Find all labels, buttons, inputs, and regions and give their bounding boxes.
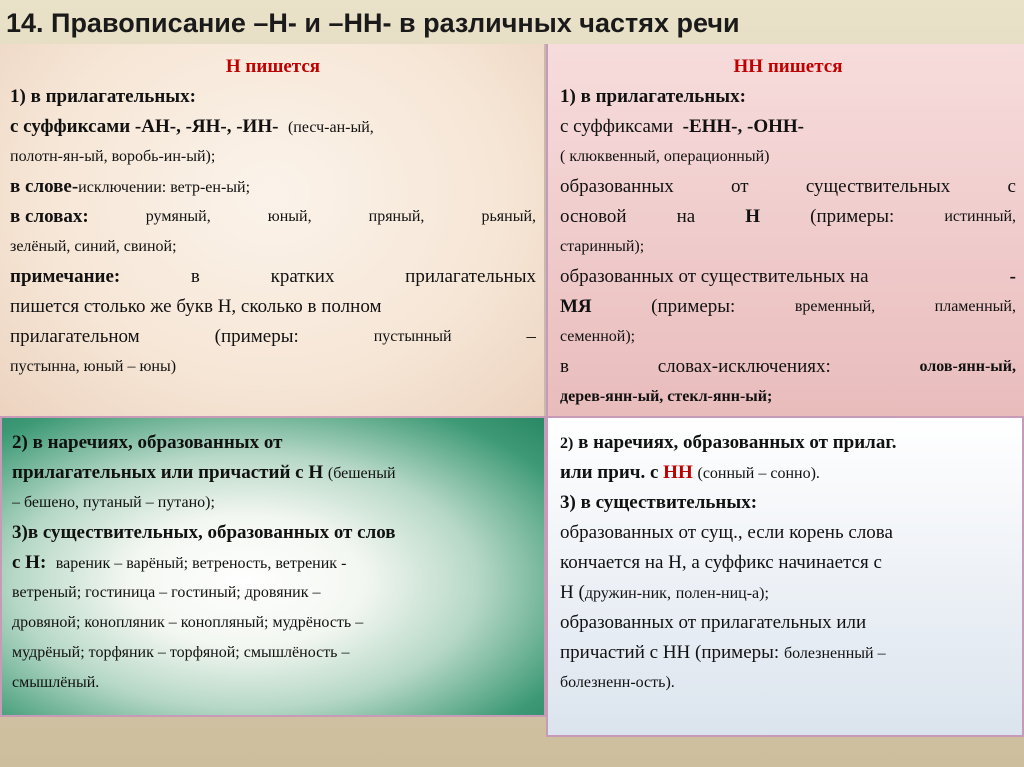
rule-2-text: прилагательных или причастий с Н (12, 462, 324, 483)
word: в (560, 356, 569, 377)
suffix-label: с суффиксами (560, 116, 674, 137)
word: с (1007, 176, 1016, 197)
word: существительных (805, 176, 951, 197)
note-line-3 (10, 322, 536, 352)
word: (примеры: (810, 206, 895, 227)
rule-3-text: причастий с НН (примеры: (560, 642, 780, 663)
stem-example: старинный); (560, 238, 645, 255)
rule-3-examples: ветреный; гостиница – гостиный; дровяник – (12, 584, 321, 601)
note-word: (примеры: (214, 326, 299, 347)
rule-3-text: Н ( (560, 582, 585, 603)
exceptions-line (560, 352, 1016, 382)
mya-examples (560, 292, 1016, 322)
suffix-list: -ЕНН-, -ОНН- (682, 116, 805, 137)
header-nn: НН пишется (733, 56, 843, 77)
rule-3-examples: мудрёный; торфяник – торфяной; смышлёность – (12, 644, 350, 661)
words-line (10, 202, 536, 232)
word: основой (560, 206, 627, 227)
suffix-examples-cont: полотн-ян-ый, воробь-ин-ый); (10, 148, 216, 165)
rule-2-example: (бешеный (327, 465, 396, 482)
rule-3-text: образованных от сущ., если корень слова (560, 522, 893, 543)
note-line (10, 262, 536, 292)
words-line-cont: зелёный, синий, свиной; (10, 238, 177, 255)
panel-n-adverbs-nouns (0, 416, 546, 717)
rule-3-examples: дровяной; конопляник – конопляный; мудрёность – (12, 614, 364, 631)
page-title: 14. Правописание –Н- и –НН- в различных частях речи (6, 8, 740, 38)
note-line-4: пустынна, юный – юны) (10, 358, 177, 375)
exception-label: в слове- (10, 176, 79, 197)
rule-2-line (12, 458, 536, 488)
note-word: – (526, 326, 536, 347)
example-word: дружин-ник, (584, 585, 671, 602)
rule-number: 2) (560, 435, 574, 452)
word: на (676, 206, 696, 227)
rule-1-heading: 1) в прилагательных: (560, 86, 746, 107)
note-word: в (190, 266, 200, 287)
nn-marker: НН (663, 462, 693, 483)
panel-nn-adjectives (546, 44, 1024, 416)
rule-2-line (560, 458, 1014, 488)
words-label: в словах: (10, 206, 89, 227)
exception-line (10, 172, 536, 202)
word-item: румяный, (145, 208, 211, 225)
word: временный, (794, 298, 876, 315)
stem-line (560, 202, 1016, 232)
rule-3-heading: 3) в существительных: (560, 492, 758, 513)
note-word: прилагательных (405, 266, 536, 287)
note-label: примечание: (10, 266, 121, 287)
rule-3-examples: смышлёный. (12, 674, 100, 691)
note-word: прилагательном (10, 326, 140, 347)
example-word: болезненный – (783, 645, 886, 662)
suffix-line (10, 112, 536, 142)
panel-nn-adverbs-nouns (546, 416, 1024, 737)
word: (примеры: (651, 296, 736, 317)
rule-2-heading (560, 428, 1014, 458)
panel-n-adjectives (0, 44, 546, 416)
suffix-mya: МЯ (560, 296, 592, 317)
rule-2-example-cont: – бешено, путаный – путано); (12, 494, 215, 511)
suffix-line (560, 112, 1016, 142)
exception-word: олов-янн-ый, (919, 358, 1016, 375)
rule-3-text: кончается на Н, а суффикс начинается с (560, 552, 882, 573)
rule-3-examples: вареник – варёный; ветреность, ветреник - (55, 555, 347, 572)
rule-3-example-cont: болезненн-ость). (560, 674, 675, 691)
mya-example-cont: семенной); (560, 328, 636, 345)
rule-3-heading: 3)в существительных, образованных от слов (12, 522, 396, 543)
suffix-list: с суффиксами -АН-, -ЯН-, -ИН- (10, 116, 279, 137)
mya-line (560, 262, 1016, 292)
rule-3-example-line (560, 578, 1014, 608)
word-item: рьяный, (481, 208, 536, 225)
rule-3-text: образованных от прилагательных или (560, 612, 867, 633)
exception-text: исключении: ветр-ен-ый; (78, 179, 251, 196)
dash: - (1009, 266, 1016, 287)
rule-3-label: с Н: (12, 552, 47, 573)
header-n: Н пишется (225, 56, 321, 77)
note-line-2: пишется столько же букв Н, сколько в полном (10, 296, 382, 317)
rule-3-line (12, 548, 536, 578)
suffix-example: (песч-ан-ый, (287, 119, 374, 136)
suffix-examples: ( клюквенный, операционный) (560, 148, 770, 165)
example-word: полен-ниц-а); (675, 585, 769, 602)
nouns-line (560, 172, 1016, 202)
note-word: пустынный (373, 328, 452, 345)
rule-2-text: в наречиях, образованных от прилаг. (578, 432, 897, 453)
word: истинный, (944, 208, 1016, 225)
rule-2-text: или прич. с (560, 462, 659, 483)
exceptions-cont: дерев-янн-ый, стекл-янн-ый; (560, 388, 773, 405)
word-item: пряный, (368, 208, 425, 225)
rule-1-heading: 1) в прилагательных: (10, 86, 196, 107)
word-item: юный, (267, 208, 312, 225)
note-word: кратких (270, 266, 335, 287)
rule-2-heading: 2) в наречиях, образованных от (12, 432, 283, 453)
rule-2-example: (сонный – сонно). (697, 465, 820, 482)
word: образованных (560, 176, 674, 197)
word: от (731, 176, 749, 197)
word: образованных от существительных на (560, 266, 869, 287)
rule-3-example-line (560, 638, 1014, 668)
letter-n: Н (745, 206, 761, 227)
word: словах-исключениях: (657, 356, 831, 377)
word: пламенный, (934, 298, 1016, 315)
